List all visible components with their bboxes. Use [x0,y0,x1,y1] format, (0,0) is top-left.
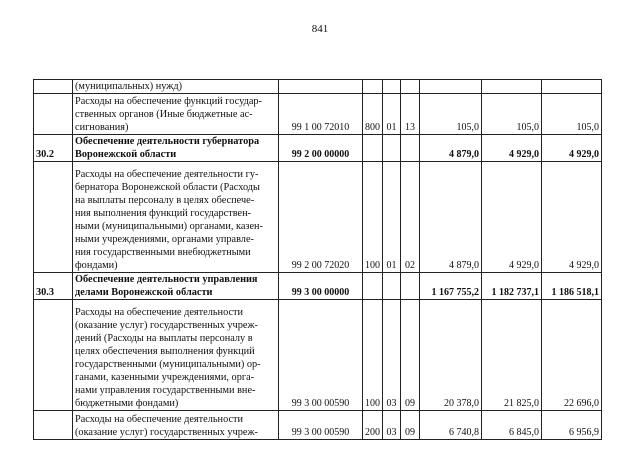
target-code [279,80,363,94]
subsection-code [401,135,420,162]
amount-year-1 [420,80,482,94]
description-line: ния государственными внебюджетными [75,247,251,258]
subsection-code [401,273,420,300]
amount-year-2 [482,80,542,94]
amount-year-3: 4 929,0 [542,162,602,273]
description-line: Расходы на обеспечение деятельности [75,307,244,318]
description-line: Обеспечение деятельности губернатора [75,136,260,147]
amount-year-2: 105,0 [482,94,542,135]
section-code [383,273,401,300]
table-body [34,80,602,440]
table-row [34,94,602,135]
amount-year-1: 6 740,8 [420,411,482,440]
target-code: 99 3 00 00000 [279,273,363,300]
section-code: 01 [383,162,401,273]
budget-table [33,79,602,440]
row-description [73,94,279,135]
amount-year-2: 1 182 737,1 [482,273,542,300]
amount-year-1: 105,0 [420,94,482,135]
description-line: дений (Расходы на выплаты персоналу в [75,333,253,344]
description-line: бюджетными фондами) [75,398,179,409]
table-row [34,411,602,440]
description-line: Расходы на обеспечение деятельности гу- [75,169,259,180]
row-description [73,80,279,94]
subsection-code: 09 [401,411,420,440]
description-line: нами управления государственными вне- [75,385,256,396]
amount-year-1: 1 167 755,2 [420,273,482,300]
subsection-code [401,80,420,94]
row-number: 30.2 [34,135,73,162]
subsection-code: 13 [401,94,420,135]
row-description [73,300,279,411]
amount-year-2: 21 825,0 [482,300,542,411]
description-line: (оказание услуг) государственных учреж- [75,320,258,331]
amount-year-1: 4 879,0 [420,162,482,273]
description-line: (оказание услуг) государственных учреж- [75,427,258,438]
row-description [73,273,279,300]
table-row [34,162,602,273]
description-line: государственными (муниципальными) ор- [75,359,261,370]
amount-year-1: 4 879,0 [420,135,482,162]
description-line: ными учреждениями, органами управле- [75,234,254,245]
row-description [73,411,279,440]
description-line: Воронежской области [75,149,177,160]
table-row [34,273,602,300]
target-code: 99 2 00 72020 [279,162,363,273]
description-line: целях обеспечения выполнения функций [75,346,255,357]
expense-type-code [363,273,383,300]
description-line: бернатора Воронежской области (Расходы [75,182,260,193]
amount-year-3 [542,80,602,94]
amount-year-2: 4 929,0 [482,162,542,273]
description-line: ния выполнения функций государствен- [75,208,252,219]
row-number: 30.3 [34,273,73,300]
section-code: 03 [383,411,401,440]
description-line: делами Воронежской области [75,287,213,298]
description-line: ственных органов (Иные бюджетные ас- [75,109,253,120]
subsection-code: 02 [401,162,420,273]
row-number [34,162,73,273]
description-line: на выплаты персоналу в целях обеспече- [75,195,255,206]
row-number [34,94,73,135]
row-number [34,300,73,411]
amount-year-2: 6 845,0 [482,411,542,440]
table-row [34,135,602,162]
amount-year-1: 20 378,0 [420,300,482,411]
description-line: фондами) [75,260,118,271]
section-code [383,80,401,94]
description-line: ганами, казенными учреждениями, орга- [75,372,255,383]
amount-year-3: 1 186 518,1 [542,273,602,300]
amount-year-3: 4 929,0 [542,135,602,162]
description-line: (муниципальных) нужд) [75,81,183,92]
description-line: сигнования) [75,122,129,133]
amount-year-3: 105,0 [542,94,602,135]
description-line: ными (муниципальными) органами, казен- [75,221,263,232]
table-row [34,80,602,94]
subsection-code: 09 [401,300,420,411]
expense-type-code: 200 [363,411,383,440]
expense-type-code: 800 [363,94,383,135]
row-description [73,162,279,273]
row-description [73,135,279,162]
description-line: Расходы на обеспечение функций государ- [75,96,262,107]
description-line: Обеспечение деятельности управления [75,274,258,285]
amount-year-3: 6 956,9 [542,411,602,440]
target-code: 99 3 00 00590 [279,411,363,440]
section-code: 03 [383,300,401,411]
expense-type-code: 100 [363,162,383,273]
page-number: 841 [311,23,329,35]
expense-type-code [363,135,383,162]
expense-type-code [363,80,383,94]
description-line: Расходы на обеспечение деятельности [75,414,244,425]
row-number [34,411,73,440]
target-code: 99 2 00 00000 [279,135,363,162]
target-code: 99 1 00 72010 [279,94,363,135]
row-number [34,80,73,94]
expense-type-code: 100 [363,300,383,411]
amount-year-3: 22 696,0 [542,300,602,411]
table-row [34,300,602,411]
target-code: 99 3 00 00590 [279,300,363,411]
amount-year-2: 4 929,0 [482,135,542,162]
section-code [383,135,401,162]
section-code: 01 [383,94,401,135]
